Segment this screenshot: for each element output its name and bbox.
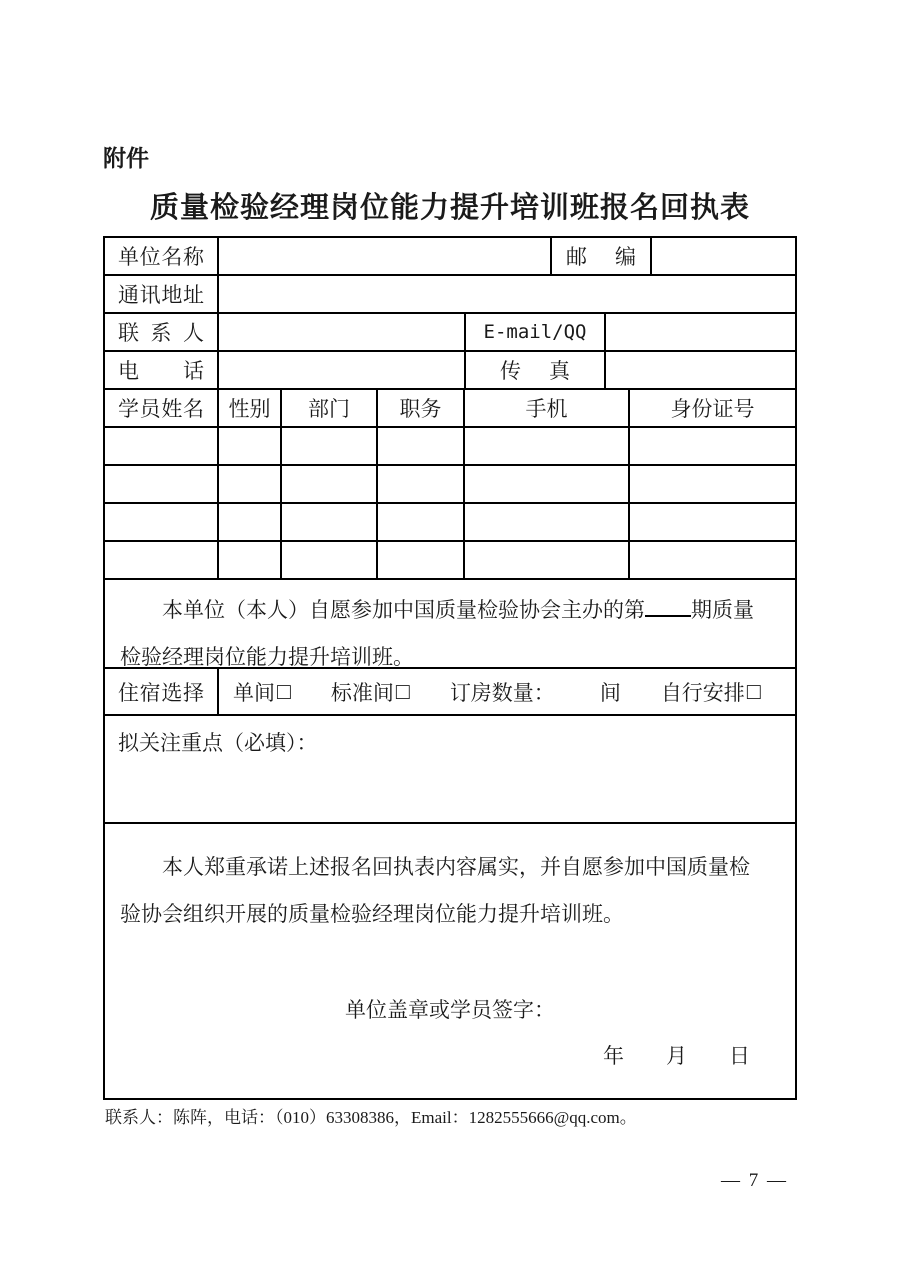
registration-form-table — [103, 236, 797, 1100]
signature-label: 单位盖章或学员签字： — [345, 998, 555, 1022]
mobile-header-cell: 手机 — [465, 390, 630, 426]
student-id-cell[interactable] — [630, 542, 795, 578]
address-field[interactable] — [219, 276, 795, 312]
fax-label-cell — [466, 352, 606, 388]
phone-label: 电话 — [118, 359, 204, 383]
email-qq-field[interactable] — [606, 314, 795, 350]
session-number-blank[interactable] — [645, 613, 691, 617]
unit-name-field[interactable] — [219, 238, 552, 274]
student-position-cell[interactable] — [378, 504, 465, 540]
phone-label-cell — [105, 352, 219, 388]
student-department-cell[interactable] — [282, 428, 378, 464]
single-room-option: 单间 □ — [233, 679, 291, 705]
address-label-cell — [105, 276, 219, 312]
unit-name-label-cell — [105, 238, 219, 274]
accommodation-row — [105, 669, 795, 716]
student-row-2 — [105, 466, 795, 504]
student-gender-cell[interactable] — [219, 466, 282, 502]
standard-room-checkbox[interactable]: □ — [395, 679, 410, 704]
student-gender-cell[interactable] — [219, 428, 282, 464]
contact-person-label-cell — [105, 314, 219, 350]
student-id-cell[interactable] — [630, 428, 795, 464]
footer-contact-info: 联系人：陈阵，电话：（010）63308386，Email：1282555666@qq.com。 — [105, 1108, 637, 1127]
postal-code-label: 邮编 — [566, 245, 636, 269]
unit-name-row — [105, 238, 795, 276]
accommodation-options-cell — [219, 669, 795, 714]
position-header-cell: 职务 — [378, 390, 465, 426]
student-name-header: 学员姓名 — [118, 397, 204, 421]
gender-header-cell: 性别 — [219, 390, 282, 426]
page-title: 质量检验经理岗位能力提升培训班报名回执表 — [149, 192, 750, 224]
id-number-header-cell: 身份证号 — [670, 397, 755, 421]
page-number: — 7 — — [721, 1170, 788, 1191]
standard-room-option: 标准间 □ — [330, 679, 410, 705]
single-room-checkbox[interactable]: □ — [277, 679, 291, 704]
student-row-1 — [105, 428, 795, 466]
student-row-3 — [105, 504, 795, 542]
self-arrange-option: 自行安排 □ — [660, 679, 761, 705]
contact-person-field[interactable] — [219, 314, 466, 350]
student-name-cell[interactable] — [105, 466, 219, 502]
student-department-cell[interactable] — [282, 504, 378, 540]
student-position-cell[interactable] — [378, 428, 465, 464]
fax-label: 传真 — [500, 359, 570, 383]
postal-code-field[interactable] — [652, 238, 795, 274]
students-header-row — [105, 390, 795, 428]
student-id-cell[interactable] — [630, 504, 795, 540]
phone-row — [105, 352, 795, 390]
commitment-row — [105, 824, 795, 1098]
student-position-cell[interactable] — [378, 466, 465, 502]
commitment-cell — [105, 824, 795, 1098]
date-year: 年 — [603, 1044, 624, 1068]
student-mobile-cell[interactable] — [465, 466, 630, 502]
email-qq-label-cell — [466, 314, 606, 350]
student-mobile-cell[interactable] — [465, 428, 630, 464]
student-mobile-cell[interactable] — [465, 504, 630, 540]
fax-field[interactable] — [606, 352, 795, 388]
student-mobile-cell[interactable] — [465, 542, 630, 578]
commitment-text: 本人郑重承诺上述报名回执表内容属实，并自愿参加中国质量检 验协会组织开展的质量检验经理岗位能力提升培训班。 — [120, 855, 750, 926]
participation-statement-row — [105, 580, 795, 669]
date-line — [120, 1040, 780, 1070]
accommodation-label-cell — [105, 669, 219, 714]
postal-code-label-cell — [552, 238, 652, 274]
student-gender-cell[interactable] — [219, 504, 282, 540]
student-name-cell[interactable] — [105, 428, 219, 464]
student-name-cell[interactable] — [105, 504, 219, 540]
student-name-header-cell — [105, 390, 219, 426]
student-row-4 — [105, 542, 795, 580]
focus-field[interactable] — [105, 716, 795, 822]
student-department-cell[interactable] — [282, 542, 378, 578]
focus-row — [105, 716, 795, 824]
address-label: 通讯地址 — [118, 283, 204, 307]
focus-label: 拟关注重点（必填）： — [118, 731, 318, 755]
accommodation-label: 住宿选择 — [118, 680, 204, 705]
self-arrange-checkbox[interactable]: □ — [746, 679, 761, 704]
participation-statement: 本单位（本人）自愿参加中国质量检验协会主办的第 期质量 检验经理岗位能力提升培训班。 — [120, 598, 754, 669]
department-header-cell: 部门 — [282, 390, 378, 426]
booking-qty-unit: 间 — [599, 680, 621, 705]
contact-person-label: 联系人 — [118, 321, 204, 345]
student-position-cell[interactable] — [378, 542, 465, 578]
contact-person-row — [105, 314, 795, 352]
student-department-cell[interactable] — [282, 466, 378, 502]
student-id-cell[interactable] — [630, 466, 795, 502]
date-day: 日 — [729, 1044, 750, 1068]
booking-qty-label: 订房数量： — [449, 680, 555, 705]
date-month: 月 — [666, 1044, 687, 1068]
unit-name-label: 单位名称 — [118, 245, 204, 269]
phone-field[interactable] — [219, 352, 466, 388]
address-row — [105, 276, 795, 314]
student-name-cell[interactable] — [105, 542, 219, 578]
email-qq-label: E-mail/QQ — [483, 321, 587, 343]
student-gender-cell[interactable] — [219, 542, 282, 578]
attachment-label: 附件 — [103, 145, 149, 171]
